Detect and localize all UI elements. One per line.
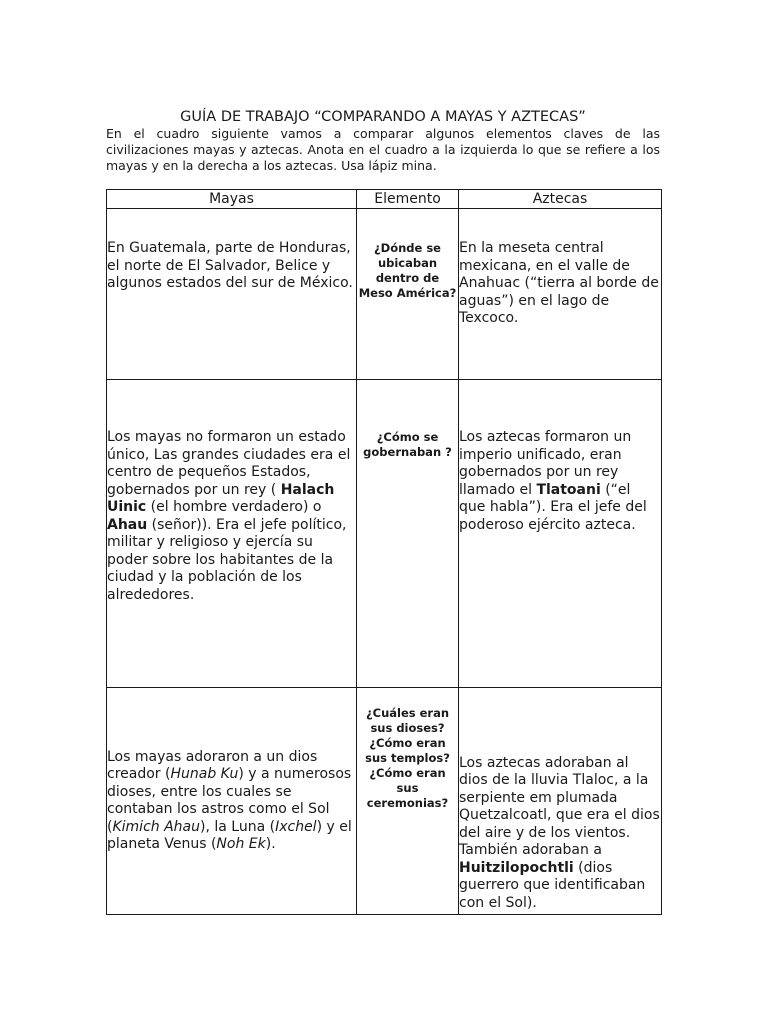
header-mayas: Mayas [107, 190, 357, 209]
row1-element-cell [357, 209, 459, 380]
row1-aztecas-text: En la meseta central mexicana, en el valle de Anahuac (“tierra al borde de aguas”) en el lago de Texcoco. [459, 240, 659, 326]
halach-uinic-term: Halach Uinic [107, 481, 335, 515]
row3-mayas-part: ), la Luna ( [200, 818, 276, 835]
row2-aztecas-part: (“el que habla”). Era el jefe del poderoso ejército azteca. [459, 481, 647, 533]
table-header-row [107, 190, 662, 209]
row2-element-text: ¿Cómo se gobernaban ? [363, 430, 452, 459]
row2-element-cell [357, 380, 459, 688]
header-elemento: Elemento [357, 190, 459, 209]
document-title: GUÍA DE TRABAJO “COMPARANDO A MAYAS Y AZTECAS” [180, 109, 586, 125]
header-aztecas: Aztecas [459, 190, 662, 209]
row3-element-text: ¿Cuáles eran sus dioses? ¿Cómo eran sus templos? ¿Cómo eran sus ceremonias? [365, 706, 450, 810]
comparison-table [106, 189, 662, 915]
table-row [107, 209, 662, 380]
row2-aztecas-cell [459, 380, 662, 688]
tlatoani-term: Tlatoani [536, 481, 601, 498]
row3-aztecas-part: (dios guerrero que identificaban con el Sol). [459, 859, 646, 911]
row3-mayas-part: ) y a numerosos dioses, entre los cuales se contaban los astros como el Sol ( [107, 766, 352, 835]
ixchel-term: Ixchel [275, 818, 317, 835]
row3-mayas-part: ). [265, 836, 276, 852]
kimich-ahau-term: Kimich Ahau [112, 818, 200, 835]
row3-mayas-text [107, 749, 356, 854]
intro-text: En el cuadro siguiente vamos a comparar algunos elementos claves de las civilizaciones mayas y aztecas. Anota en el cuadro a la izquierda lo que se refiere a los mayas y en la derecha a los aztecas. Usa lápiz mina. [106, 126, 660, 173]
row2-mayas-part: (el hombre verdadero) o [146, 499, 322, 515]
hunab-ku-term: Hunab Ku [170, 766, 239, 782]
row3-mayas-cell [107, 688, 357, 915]
row1-mayas-cell [107, 209, 357, 380]
row2-mayas-text [107, 380, 356, 604]
huitzilopochtli-term: Huitzilopochtli [459, 859, 574, 876]
row2-aztecas-text [459, 380, 661, 534]
row2-mayas-part: Los mayas no formaron un estado único, Las grandes ciudades era el centro de pequeños Estados, gobernados por un rey ( [107, 429, 351, 498]
table-row [107, 380, 662, 688]
row1-element-text: ¿Dónde se ubicaban dentro de Meso América? [358, 241, 457, 300]
ahau-term: Ahau [107, 516, 148, 533]
row3-aztecas-cell [459, 688, 662, 915]
row2-aztecas-part: Los aztecas formaron un imperio unificado, eran gobernados por un rey llamado el [459, 429, 632, 498]
row3-aztecas-text [459, 755, 661, 915]
table-row [107, 688, 662, 915]
row2-mayas-part: (señor)). Era el jefe político, militar y religioso y ejercía su poder sobre los habitantes de la ciudad y la población de los alrededores. [107, 516, 347, 603]
noh-ek-term: Noh Ek [216, 836, 266, 852]
row3-mayas-part: Los mayas adoraron a un dios creador ( [107, 748, 318, 782]
row1-aztecas-cell [459, 209, 662, 380]
row1-mayas-text: En Guatemala, parte de Honduras, el norte de El Salvador, Belice y algunos estados del sur de México. [107, 240, 353, 291]
row3-mayas-part: ) y el planeta Venus ( [107, 818, 352, 852]
row3-element-cell [357, 688, 459, 915]
row3-aztecas-part: Los aztecas adoraban al dios de la lluvia Tlaloc, a la serpiente em plumada Quetzalcoatl, que era el dios del aire y de los vientos. También adoraban a [459, 754, 660, 858]
intro-paragraph [106, 126, 660, 174]
row2-mayas-cell [107, 380, 357, 688]
